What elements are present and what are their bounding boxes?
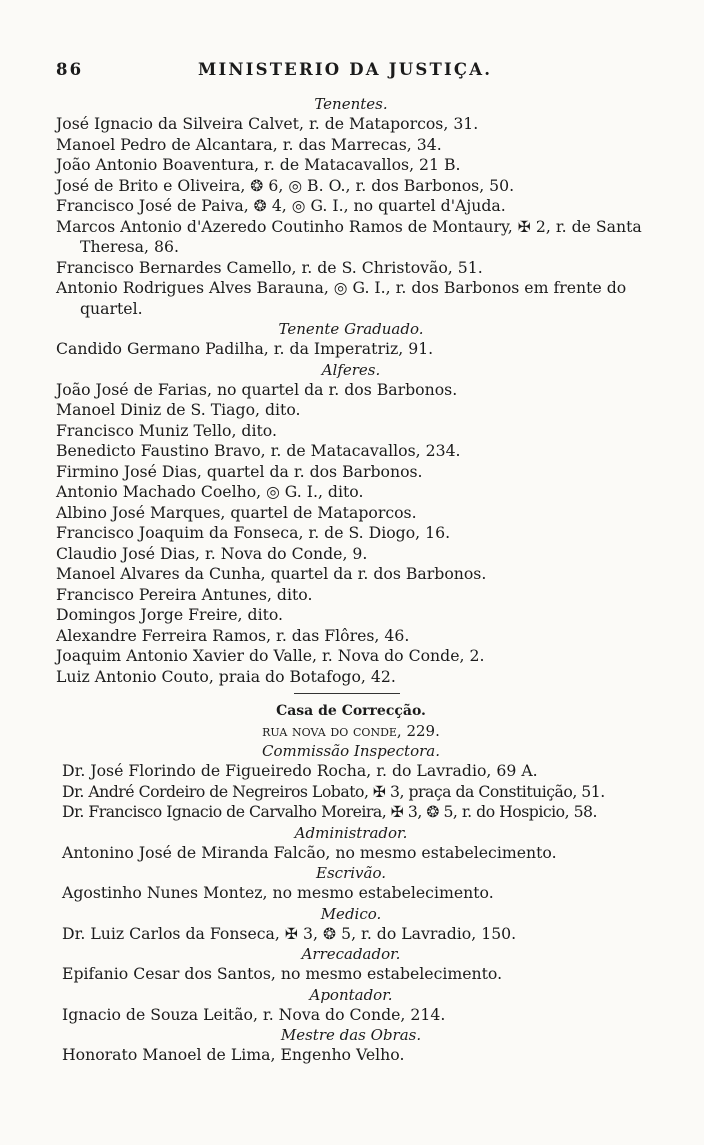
page-body [56, 94, 646, 1066]
heading-tenentes: Tenentes. [314, 95, 388, 113]
heading-mestre: Mestre das Obras. [280, 1026, 422, 1044]
list-item: Manoel Diniz de S. Tiago, dito. [56, 400, 301, 419]
list-item: Antonino José de Miranda Falcão, no mesmo estabelecimento. [62, 842, 557, 862]
list-item: Albino José Marques, quartel de Mataporcos. [56, 502, 417, 522]
list-item: Candido Germano Padilha, r. da Imperatriz, 91. [56, 339, 434, 358]
list-item: Francisco Joaquim da Fonseca, r. de S. Diogo, 16. [56, 523, 451, 542]
commissao-list [56, 761, 646, 823]
list-item: Honorato Manoel de Lima, Engenho Velho. [62, 1045, 405, 1064]
list-item: João Antonio Boaventura, r. de Matacavallos, 21 B. [56, 155, 461, 174]
list-item: João José de Farias, no quartel da r. dos Barbonos. [56, 379, 458, 399]
list-item: Manoel Pedro de Alcantara, r. das Marrecas, 34. [56, 134, 442, 154]
heading-arrecadador: Arrecadador. [301, 945, 401, 963]
page-header [56, 60, 656, 84]
heading-commissao: Commissão Inspectora. [262, 742, 440, 760]
heading-apontador: Apontador. [309, 985, 393, 1004]
list-item: Agostinho Nunes Montez, no mesmo estabelecimento. [62, 883, 494, 902]
heading-tenente-graduado: Tenente Graduado. [278, 320, 424, 338]
heading-administrador: Administrador. [294, 823, 408, 842]
list-item: Antonio Machado Coelho, ◎ G. I., dito. [56, 482, 364, 501]
list-item: Dr. André Cordeiro de Negreiros Lobato, ✠ 3, praça da Constituição, 51. [62, 781, 605, 801]
tenentes-list [56, 114, 646, 319]
list-item: Francisco Pereira Antunes, dito. [56, 584, 313, 604]
list-item: Domingos Jorge Freire, dito. [56, 605, 284, 624]
list-item: Francisco José de Paiva, ❂ 4, ◎ G. I., no quartel d'Ajuda. [56, 196, 506, 215]
list-item: Joaquim Antonio Xavier do Valle, r. Nova do Conde, 2. [56, 646, 485, 665]
list-item: Alexandre Ferreira Ramos, r. das Flôres, 46. [56, 625, 410, 645]
list-item: Firmino José Dias, quartel da r. dos Barbonos. [56, 461, 423, 481]
heading-medico: Medico. [320, 904, 382, 923]
section-divider [56, 687, 646, 701]
list-item: Ignacio de Souza Leitão, r. Nova do Conde, 214. [62, 1004, 446, 1024]
heading-casa-correccao: Casa de Correcção. [276, 703, 426, 719]
list-item: José Ignacio da Silveira Calvet, r. de Mataporcos, 31. [56, 114, 479, 133]
list-item: Dr. Luiz Carlos da Fonseca, ✠ 3, ❂ 5, r. do Lavradio, 150. [62, 923, 517, 943]
list-item: Dr. José Florindo de Figueiredo Rocha, r. do Lavradio, 69 A. [62, 761, 538, 780]
page-number: 86 [56, 60, 84, 79]
list-item: José de Brito e Oliveira, ❂ 6, ◎ B. O., r. dos Barbonos, 50. [56, 175, 515, 195]
heading-escrivao: Escrivão. [316, 864, 386, 882]
casa-address: rua nova do conde, 229. [262, 722, 440, 740]
list-item: Antonio Rodrigues Alves Barauna, ◎ G. I., r. dos Barbonos em frente do quartel. [56, 278, 627, 318]
list-item: Claudio José Dias, r. Nova do Conde, 9. [56, 543, 368, 563]
list-item: Manoel Alvares da Cunha, quartel da r. dos Barbonos. [56, 564, 487, 583]
list-item: Luiz Antonio Couto, praia do Botafogo, 42. [56, 666, 396, 686]
list-item: Francisco Bernardes Camello, r. de S. Christovão, 51. [56, 257, 483, 277]
list-item: Francisco Muniz Tello, dito. [56, 420, 277, 440]
alferes-list [56, 380, 646, 688]
list-item: Marcos Antonio d'Azeredo Coutinho Ramos de Montaury, ✠ 2, r. de Santa Theresa, 86. [56, 216, 642, 256]
list-item: Benedicto Faustino Bravo, r. de Matacavallos, 234. [56, 441, 461, 460]
running-title: MINISTERIO DA JUSTIÇA. [198, 60, 493, 79]
list-item: Dr. Francisco Ignacio de Carvalho Moreira, ✠ 3, ❂ 5, r. do Hospicio, 58. [62, 802, 598, 821]
heading-alferes: Alferes. [321, 360, 381, 379]
list-item: Epifanio Cesar dos Santos, no mesmo estabelecimento. [62, 964, 503, 983]
